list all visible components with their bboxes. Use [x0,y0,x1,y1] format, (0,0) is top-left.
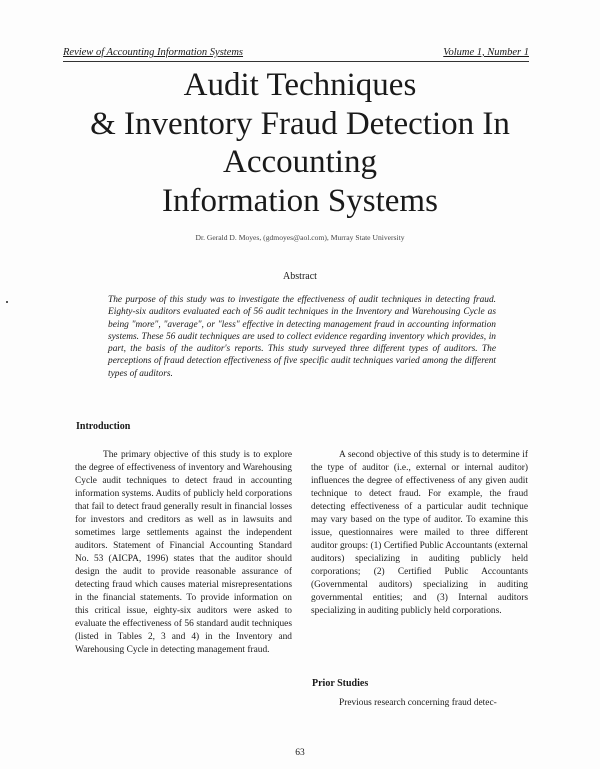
paragraph: Previous research concerning fraud detec- [339,698,497,708]
page-number: 63 [295,748,305,758]
left-column [75,449,292,657]
title-line: Information Systems [162,182,438,219]
right-column [311,449,528,618]
header-rule [63,61,529,62]
volume-number: Volume 1, Number 1 [443,47,529,58]
paragraph: A second objective of this study is to determine if the type of auditor (i.e., external or internal auditor) influences the degree of effectiveness of any given audit technique to detect fraud. For example, the fraud detecting effectiveness of a particular audit technique may vary based on the type of auditor. To examine this issue, questionnaires were mailed to three different auditor groups: (1) Certified Public Accountants (external auditors) specializing in auditing publicly held corporations; (2) Certified Public Accountants (Governmental auditors) specializing in auditing governmental entities; and (3) Internal auditors specializing in auditing publicly held corporations. [311,450,528,616]
article-title [40,66,560,220]
title-line: Audit Techniques [183,67,417,103]
running-header [63,47,529,61]
author-line: Dr. Gerald D. Moyes, (gdmoyes@aol.com), Murray State University [195,233,405,242]
title-line: Accounting [223,144,377,180]
introduction-heading: Introduction [76,421,131,432]
right-column-continued [311,697,528,710]
abstract-text: The purpose of this study was to investigate the effectiveness of audit techniques in detecting fraud. Eighty-six auditors evaluated each of 56 audit techniques in the Inventory and Warehousing Cycle as being "more", "average", or "less" effective in detecting management fraud in accounting information systems. These 56 audit techniques are used to collect evidence regarding inventory which provides, in part, the basis of the auditor's reports. This study surveyed three different types of auditors. The perceptions of fraud detection effectiveness of five specific audit techniques varied among the different types of auditors. [108,295,496,379]
scan-speck [6,301,8,303]
paragraph: The primary objective of this study is to explore the degree of effectiveness of inventory and Warehousing Cycle audit techniques to detect fraud in accounting information systems. Audits of publicly held corporations that fail to detect fraud generally result in financial losses for investors and creditors as well as in lawsuits and sometimes large settlements against the independent auditors. Statement of Financial Accounting Standard No. 53 (AICPA, 1996) states that the auditor should design the audit to provide reasonable assurance of detecting fraud which causes material misrepresentations in the financial statements. To provide information on this critical issue, eighty-six auditors were asked to evaluate the effectiveness of 56 standard audit techniques (listed in Tables 2, 3 and 4) in the Inventory and Warehousing Cycle in detecting management fraud. [75,450,292,655]
journal-name: Review of Accounting Information Systems [63,47,244,58]
prior-studies-heading: Prior Studies [312,678,369,689]
abstract-heading: Abstract [283,271,317,282]
title-line: & Inventory Fraud Detection In [90,105,510,142]
